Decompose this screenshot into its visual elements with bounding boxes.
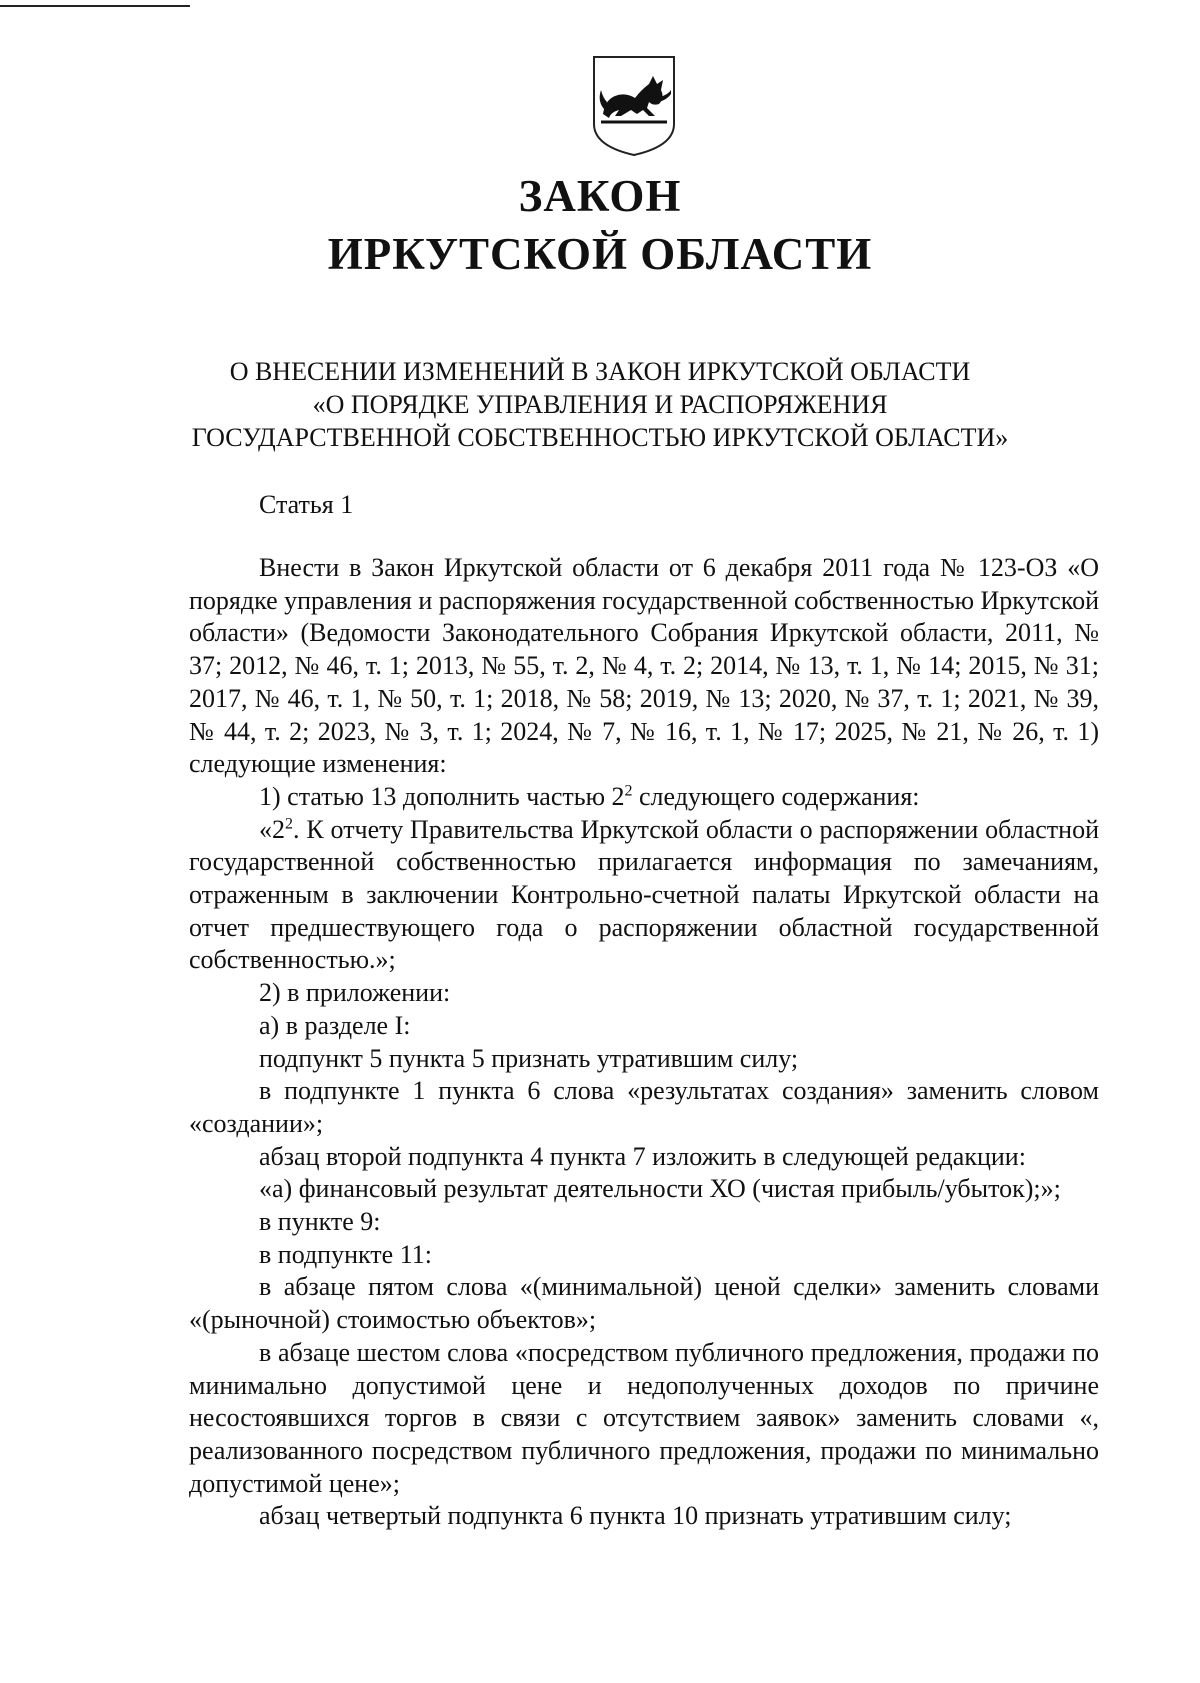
irkutsk-coat-of-arms-icon xyxy=(591,54,677,158)
amendment-quote xyxy=(189,814,1099,978)
intro-paragraph: Внести в Закон Иркутской области от 6 декабря 2011 года № 123-ОЗ «О порядке управления и распоряжения государственной собственностью Иркутской области» (Ведомости Законодательного Собрания Иркутской области, 2011, № 37; 2012, № 46, т. 1; 2013, № 55, т. 2, № 4, т. 2; 2014, № 13, т. 1, № 14; 2015, № 31; 2017, № 46, т. 1, № 50, т. 1; 2018, № 58; 2019, № 13; 2020, № 37, т. 1; 2021, № 39, № 44, т. 2; 2023, № 3, т. 1; 2024, № 7, № 16, т. 1, № 17; 2025, № 21, № 26, т. 1) следующие изменения: xyxy=(189,553,1099,779)
amendment-item: 2) в приложении: xyxy=(259,978,451,1008)
top-rule xyxy=(0,5,190,7)
amendment-item: в абзаце шестом слова «посредством публичного предложения, продажи по минимально допустимой цене и недополученных доходов по причине несостоявшихся торгов в связи с отсутствием заявок» заменить словами «, реализованного посредством публичного предложения, продажи по минимально допустимой цене»; xyxy=(189,1337,1099,1498)
article-body xyxy=(189,552,1099,1533)
superscript: 2 xyxy=(624,782,633,800)
amendment-item: подпункт 5 пункта 5 признать утратившим силу; xyxy=(259,1043,799,1073)
amendment-item: в подпункте 1 пункта 6 слова «результатах создания» заменить словом «создании»; xyxy=(189,1076,1099,1138)
amendment-item: абзац второй подпункта 4 пункта 7 изложить в следующей редакции: xyxy=(259,1141,1026,1171)
amendment-item: абзац четвертый подпункта 6 пункта 10 признать утратившим силу; xyxy=(259,1501,1012,1531)
law-subtitle xyxy=(150,355,1050,454)
amendment-item: в пункте 9: xyxy=(259,1207,381,1237)
amendment-quote: «а) финансовый результат деятельности ХО (чистая прибыль/убыток);»; xyxy=(259,1174,1061,1204)
text-run: следующего содержания: xyxy=(632,781,920,811)
article-heading: Статья 1 xyxy=(259,490,354,519)
subtitle-line: О ВНЕСЕНИИ ИЗМЕНЕНИЙ В ЗАКОН ИРКУТСКОЙ ОБЛАСТИ xyxy=(229,357,971,386)
document-type-title: ЗАКОН xyxy=(518,171,682,221)
text-run: «2 xyxy=(259,814,285,844)
amendment-item xyxy=(189,781,1099,814)
subtitle-line: ГОСУДАРСТВЕННОЙ СОБСТВЕННОСТЬЮ ИРКУТСКОЙ ОБЛАСТИ» xyxy=(191,423,1009,452)
superscript: 2 xyxy=(285,814,293,832)
text-run: 1) статью 13 дополнить частью 2 xyxy=(259,781,625,811)
text-run: . К отчету Правительства Иркутской области о распоряжении областной государственной собственностью прилагается информация по замечаниям, отраженным в заключении Контрольно-счетной палаты Иркутской области на отчет предшествующего года о распоряжении областной государственной собственностью.»; xyxy=(189,814,1099,975)
amendment-item: в подпункте 11: xyxy=(259,1239,432,1269)
amendment-item: в абзаце пятом слова «(минимальной) ценой сделки» заменить словами «(рыночной) стоимостью объектов»; xyxy=(189,1272,1099,1335)
subtitle-line: «О ПОРЯДКЕ УПРАВЛЕНИЯ И РАСПОРЯЖЕНИЯ xyxy=(312,390,888,419)
amendment-item: а) в разделе I: xyxy=(259,1010,411,1040)
issuing-region-title: ИРКУТСКОЙ ОБЛАСТИ xyxy=(327,229,873,279)
